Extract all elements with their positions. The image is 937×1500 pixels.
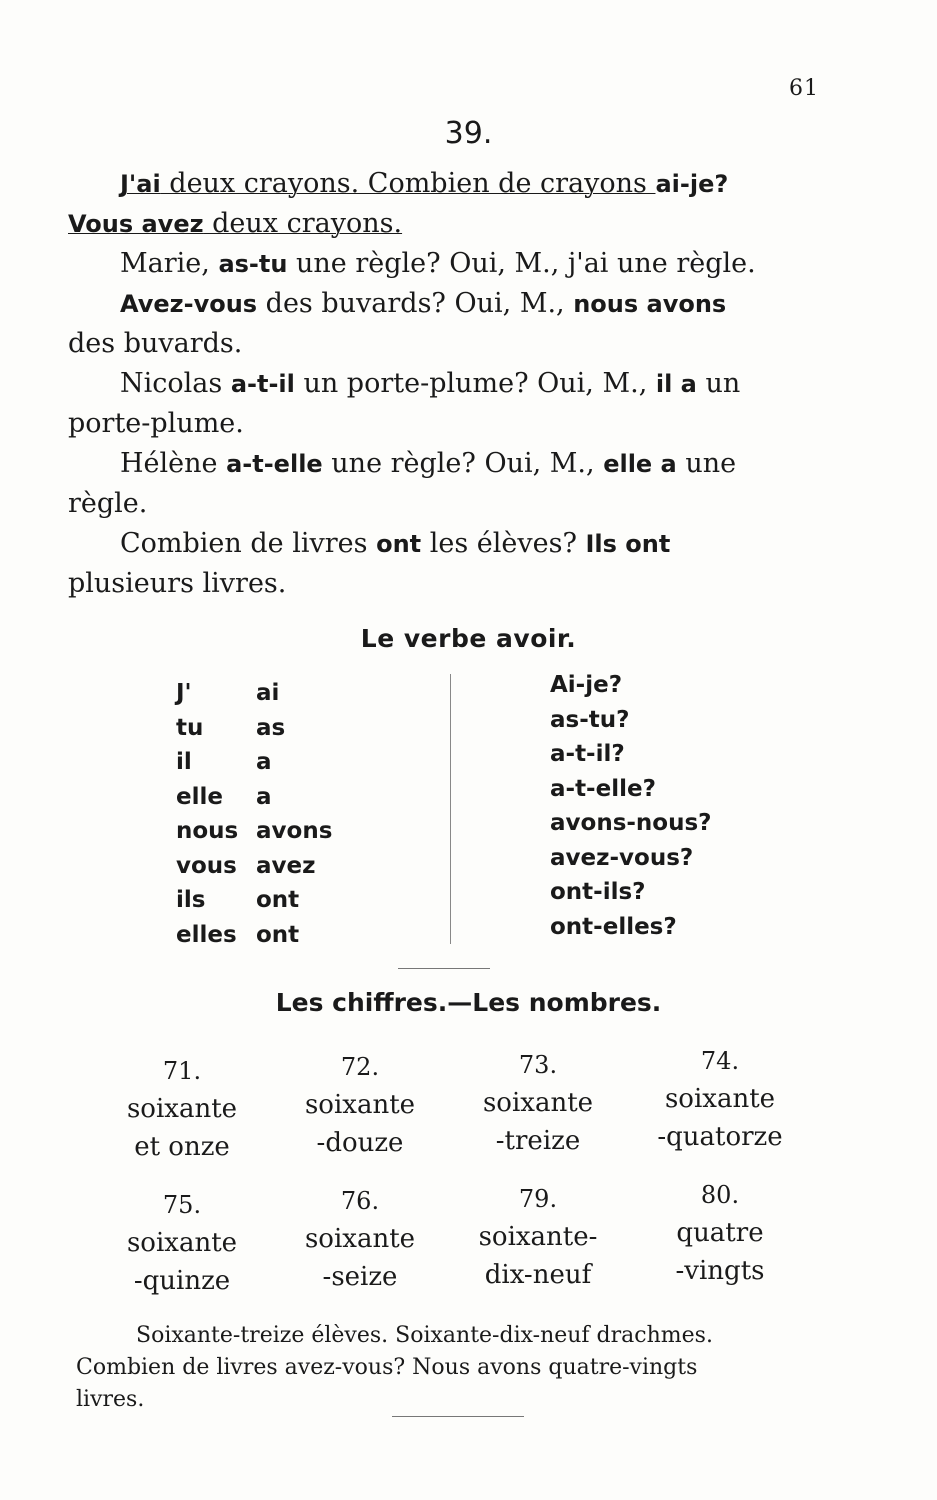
verb-form: ont bbox=[256, 887, 300, 913]
number-word: -treize bbox=[495, 1126, 581, 1156]
question-form: ont-ils? bbox=[550, 879, 646, 905]
footer-paragraph bbox=[76, 1320, 836, 1416]
intro-line-9: règle. bbox=[68, 488, 148, 519]
conjugation-forms bbox=[256, 676, 332, 952]
verb-form: a bbox=[256, 783, 272, 810]
number-entry bbox=[270, 1048, 450, 1162]
text-run: Nicolas bbox=[120, 368, 231, 399]
question-form: Ai-je? bbox=[550, 672, 623, 698]
text-run: un porte-plume? Oui, M., bbox=[294, 368, 656, 399]
pronoun: J' bbox=[176, 680, 192, 706]
bold-phrase: a-t-il bbox=[230, 370, 295, 398]
number-word: dix-neuf bbox=[484, 1260, 592, 1290]
number-word: soixante- bbox=[478, 1222, 598, 1252]
number-word: et onze bbox=[134, 1132, 230, 1162]
lesson-number: 39. bbox=[444, 116, 493, 151]
verb-form: ai bbox=[256, 680, 280, 706]
verb-form: ont bbox=[256, 921, 300, 948]
number-word: -seize bbox=[322, 1262, 398, 1292]
footer-line-1: Soixante-treize élèves. Soixante-dix-neuf drachmes. bbox=[136, 1323, 713, 1348]
bold-phrase: a-t-elle bbox=[226, 450, 323, 478]
text-run: une règle? Oui, M., j'ai une règle. bbox=[287, 248, 756, 279]
text-run: des buvards? Oui, M., bbox=[257, 288, 574, 319]
text-run: une bbox=[676, 448, 737, 479]
number-word: soixante bbox=[664, 1084, 776, 1114]
number-entry bbox=[92, 1052, 272, 1166]
verb-heading: Le verbe avoir. bbox=[360, 624, 577, 653]
pronoun: tu bbox=[176, 714, 204, 741]
question-form: a-t-elle? bbox=[550, 775, 656, 802]
bold-phrase: as-tu bbox=[218, 250, 288, 278]
text-run: un bbox=[696, 368, 741, 399]
number-figure: 79. bbox=[518, 1185, 558, 1213]
bold-phrase: Vous avez bbox=[68, 210, 204, 238]
end-divider bbox=[392, 1416, 524, 1417]
bold-phrase: Ils ont bbox=[585, 530, 671, 558]
intro-paragraph bbox=[68, 164, 818, 604]
question-form: avons-nous? bbox=[550, 810, 712, 836]
intro-line-1 bbox=[68, 164, 818, 204]
number-figure: 73. bbox=[518, 1051, 558, 1079]
number-figure: 74. bbox=[700, 1047, 740, 1075]
footer-line-3: livres. bbox=[76, 1387, 145, 1412]
intro-line-8 bbox=[68, 444, 818, 484]
number-word: -vingts bbox=[675, 1256, 765, 1286]
number-figure: 71. bbox=[162, 1057, 202, 1085]
question-form: a-t-il? bbox=[550, 741, 625, 767]
number-word: soixante bbox=[126, 1228, 238, 1258]
conjugation-questions bbox=[550, 668, 712, 944]
number-figure: 76. bbox=[340, 1187, 380, 1215]
number-word: soixante bbox=[304, 1224, 416, 1254]
verb-form: as bbox=[256, 714, 286, 741]
column-divider bbox=[450, 674, 451, 944]
text-run: deux crayons. Combien de crayons bbox=[160, 168, 656, 199]
verb-form: avez bbox=[256, 852, 316, 879]
number-word: soixante bbox=[304, 1090, 416, 1120]
question-form: as-tu? bbox=[550, 706, 630, 733]
text-run: Combien de livres bbox=[120, 528, 377, 559]
text-run: deux crayons. bbox=[203, 208, 403, 239]
verb-form: avons bbox=[256, 818, 333, 844]
number-figure: 72. bbox=[340, 1053, 380, 1081]
verb-form: a bbox=[256, 749, 272, 775]
number-word: -quatorze bbox=[657, 1122, 783, 1152]
number-word: soixante bbox=[126, 1094, 238, 1124]
bold-phrase: J'ai bbox=[120, 170, 161, 198]
text-run: Hélène bbox=[120, 448, 227, 479]
intro-line-6 bbox=[68, 364, 818, 404]
number-entry bbox=[630, 1176, 810, 1290]
number-figure: 80. bbox=[700, 1181, 740, 1209]
bold-phrase: elle a bbox=[603, 450, 677, 478]
number-figure: 75. bbox=[162, 1191, 202, 1219]
intro-line-4 bbox=[68, 284, 818, 324]
number-word: quatre bbox=[676, 1218, 764, 1248]
text-run: une règle? Oui, M., bbox=[322, 448, 604, 479]
intro-line-10 bbox=[68, 524, 818, 564]
intro-line-5: des buvards. bbox=[68, 328, 243, 359]
intro-line-11: plusieurs livres. bbox=[68, 568, 287, 599]
question-form: avez-vous? bbox=[550, 844, 694, 871]
pronoun: nous bbox=[176, 818, 239, 844]
number-word: -douze bbox=[316, 1128, 404, 1158]
pronoun: vous bbox=[176, 852, 237, 879]
bold-phrase: Avez-vous bbox=[120, 290, 258, 318]
bold-phrase: nous avons bbox=[573, 290, 727, 318]
number-entry bbox=[448, 1046, 628, 1160]
conjugation-pronouns bbox=[176, 676, 238, 952]
bold-phrase: il a bbox=[655, 370, 697, 398]
pronoun: il bbox=[176, 749, 192, 775]
number-entry bbox=[270, 1182, 450, 1296]
intro-line-2 bbox=[68, 204, 818, 244]
pronoun: elle bbox=[176, 783, 223, 810]
numbers-heading: Les chiffres.—Les nombres. bbox=[275, 988, 662, 1017]
bold-phrase: ont bbox=[376, 530, 422, 558]
number-entry bbox=[630, 1042, 810, 1156]
pronoun: elles bbox=[176, 921, 237, 948]
number-entry bbox=[448, 1180, 628, 1294]
number-word: soixante bbox=[482, 1088, 594, 1118]
intro-line-3 bbox=[68, 244, 818, 284]
footer-line-2: Combien de livres avez-vous? Nous avons quatre-vingts bbox=[76, 1355, 698, 1380]
section-divider bbox=[398, 968, 490, 969]
text-run: les élèves? bbox=[421, 528, 586, 559]
number-word: -quinze bbox=[133, 1266, 231, 1296]
text-run: Marie, bbox=[120, 248, 219, 279]
question-form: ont-elles? bbox=[550, 913, 677, 940]
page-number: 61 bbox=[789, 76, 819, 101]
pronoun: ils bbox=[176, 887, 206, 913]
number-entry bbox=[92, 1186, 272, 1300]
bold-phrase: ai-je? bbox=[655, 170, 729, 198]
intro-line-7: porte-plume. bbox=[68, 408, 244, 439]
